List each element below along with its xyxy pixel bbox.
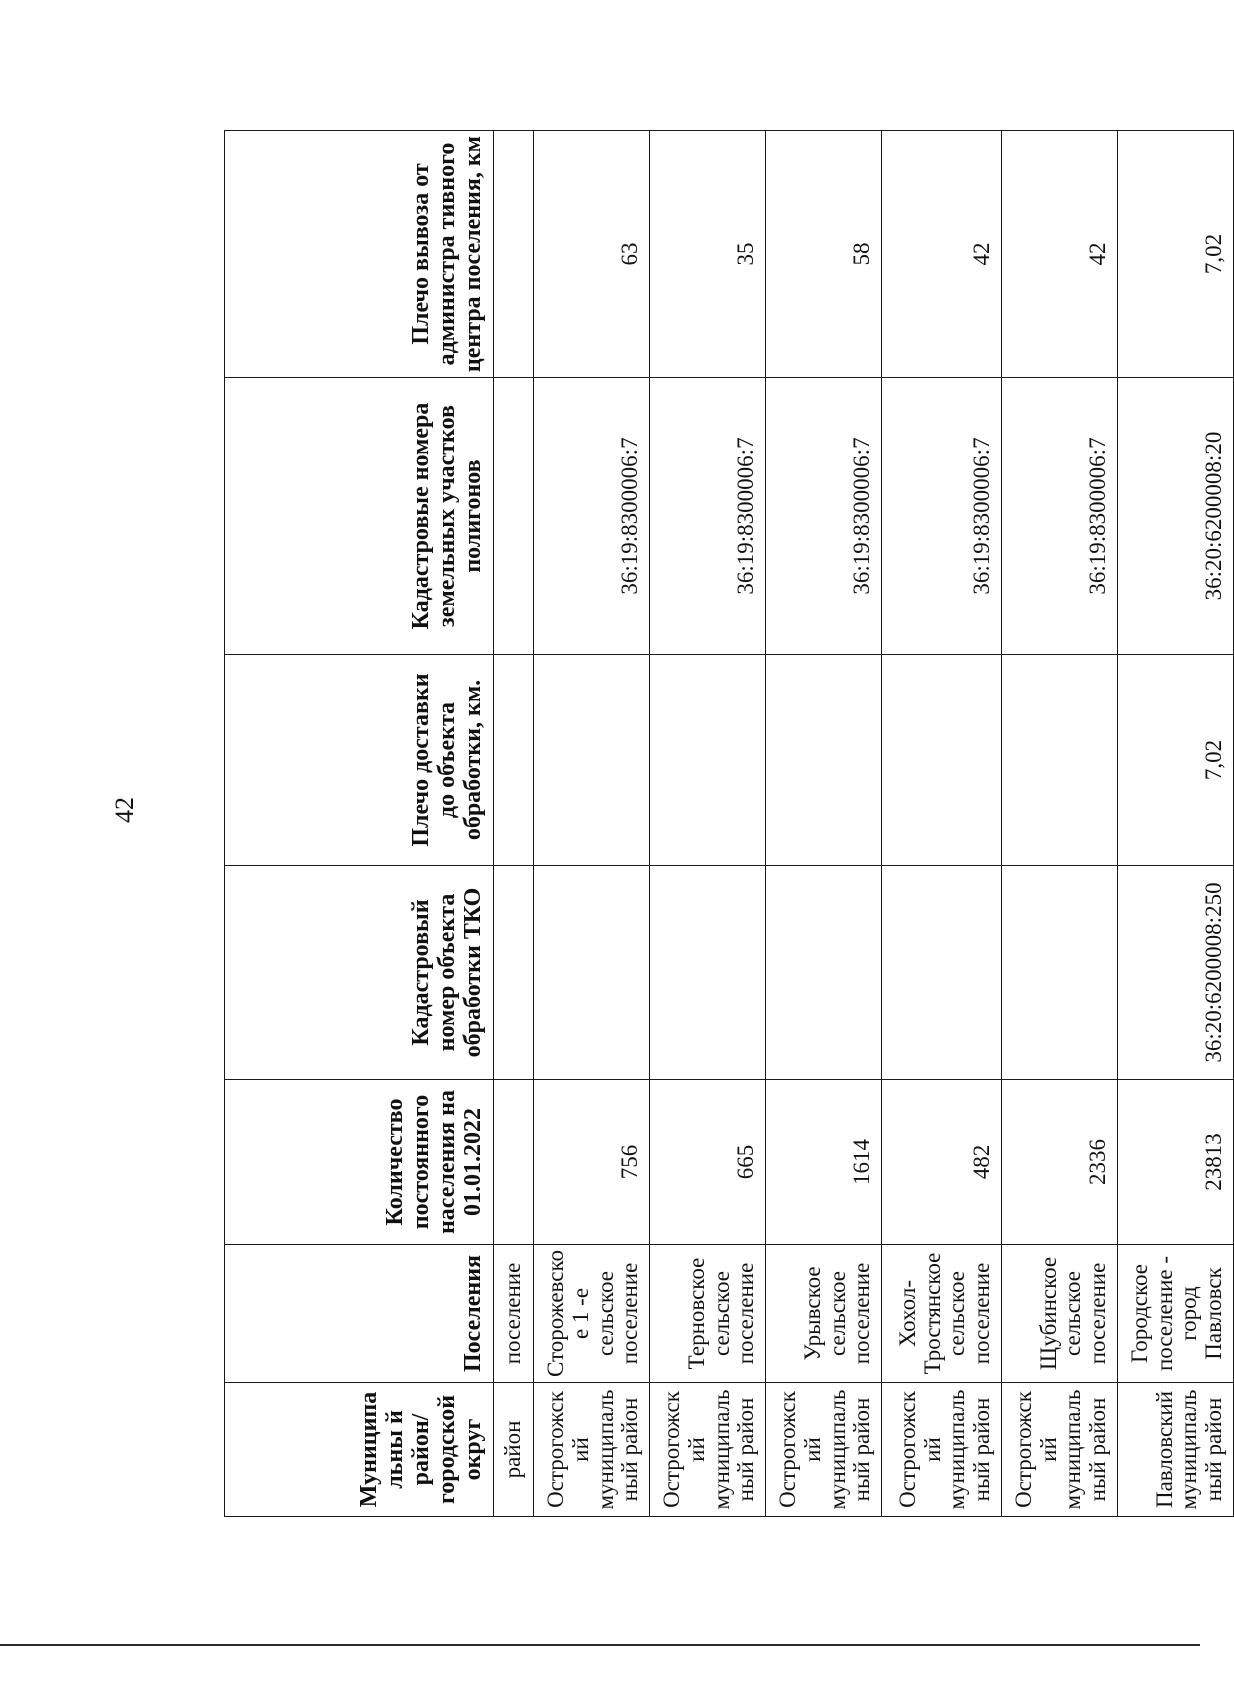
cell-processing-cadastral	[882, 866, 1002, 1080]
cell-delivery-distance	[1002, 655, 1118, 866]
header-settlements: Поселения	[225, 1245, 494, 1383]
cell-settlement: Щубинское сельское поселение	[1002, 1245, 1118, 1383]
cell-export-distance: 63	[534, 131, 650, 378]
header-row	[225, 131, 494, 1517]
cell-population: 756	[534, 1080, 650, 1245]
cell-delivery-distance	[650, 655, 766, 866]
table-cell: район	[493, 1383, 534, 1517]
header-delivery-distance: Плечо доставки до объекта обработки, км.	[225, 655, 494, 866]
cell-municipality: Острогожский муниципальный район	[1002, 1383, 1118, 1517]
table-cell	[493, 378, 534, 655]
cell-population: 23813	[1118, 1080, 1234, 1245]
cell-export-distance: 7,02	[1118, 131, 1234, 378]
table-cell	[493, 866, 534, 1080]
table-row	[766, 131, 882, 1517]
cell-processing-cadastral	[650, 866, 766, 1080]
cell-delivery-distance	[882, 655, 1002, 866]
cell-settlement: Хохол-Тростянское сельское поселение	[882, 1245, 1002, 1383]
cell-population: 665	[650, 1080, 766, 1245]
table-container	[224, 131, 1234, 1517]
cell-landfill-cadastral: 36:19:8300006:7	[650, 378, 766, 655]
table-row	[1002, 131, 1118, 1517]
cell-municipality: Острогожский муниципальный район	[650, 1383, 766, 1517]
cell-delivery-distance	[534, 655, 650, 866]
cell-municipality: Острогожский муниципальный район	[882, 1383, 1002, 1517]
table-row	[650, 131, 766, 1517]
table-row	[882, 131, 1002, 1517]
cell-processing-cadastral	[534, 866, 650, 1080]
table-cell: поселение	[493, 1245, 534, 1383]
header-export-distance: Плечо вывоза от администра тивного центра поселения, км	[225, 131, 494, 378]
cell-export-distance: 35	[650, 131, 766, 378]
page-number: 42	[110, 797, 139, 823]
cell-delivery-distance	[766, 655, 882, 866]
cell-population: 2336	[1002, 1080, 1118, 1245]
table-cell	[493, 655, 534, 866]
cell-municipality: Павловский муниципальный район	[1118, 1383, 1234, 1517]
cell-landfill-cadastral: 36:19:8300006:7	[766, 378, 882, 655]
table-row	[534, 131, 650, 1517]
cell-delivery-distance: 7,02	[1118, 655, 1234, 866]
cell-processing-cadastral: 36:20:6200008:250	[1118, 866, 1234, 1080]
cell-municipality: Острогожский муниципальный район	[766, 1383, 882, 1517]
continuation-row	[493, 131, 534, 1517]
cell-processing-cadastral	[1002, 866, 1118, 1080]
cell-settlement: Терновское сельское поселение	[650, 1245, 766, 1383]
table-row	[1118, 131, 1234, 1517]
header-municipality: Муниципальны й район/ городской округ	[225, 1383, 494, 1517]
cell-processing-cadastral	[766, 866, 882, 1080]
cell-export-distance: 58	[766, 131, 882, 378]
table-cell	[493, 1080, 534, 1245]
waste-logistics-table	[224, 130, 1234, 1517]
cell-population: 482	[882, 1080, 1002, 1245]
header-landfill-cadastral: Кадастровые номера земельных участков полигонов	[225, 378, 494, 655]
cell-landfill-cadastral: 36:19:8300006:7	[1002, 378, 1118, 655]
cell-settlement: Сторожевское 1 -е сельское поселение	[534, 1245, 650, 1383]
table-cell	[493, 131, 534, 378]
scan-bottom-rule	[0, 1644, 1200, 1646]
header-population: Количество постоянного населения на 01.01.2022	[225, 1080, 494, 1245]
cell-municipality: Острогожский муниципальный район	[534, 1383, 650, 1517]
cell-export-distance: 42	[882, 131, 1002, 378]
table-rotated-frame	[224, 131, 1234, 1517]
cell-landfill-cadastral: 36:19:8300006:7	[534, 378, 650, 655]
cell-export-distance: 42	[1002, 131, 1118, 378]
cell-population: 1614	[766, 1080, 882, 1245]
header-processing-cadastral: Кадастровый номер объекта обработки ТКО	[225, 866, 494, 1080]
cell-landfill-cadastral: 36:20:6200008:20	[1118, 378, 1234, 655]
cell-settlement: Урывское сельское поселение	[766, 1245, 882, 1383]
cell-settlement: Городское поселение - город Павловск	[1118, 1245, 1234, 1383]
cell-landfill-cadastral: 36:19:8300006:7	[882, 378, 1002, 655]
